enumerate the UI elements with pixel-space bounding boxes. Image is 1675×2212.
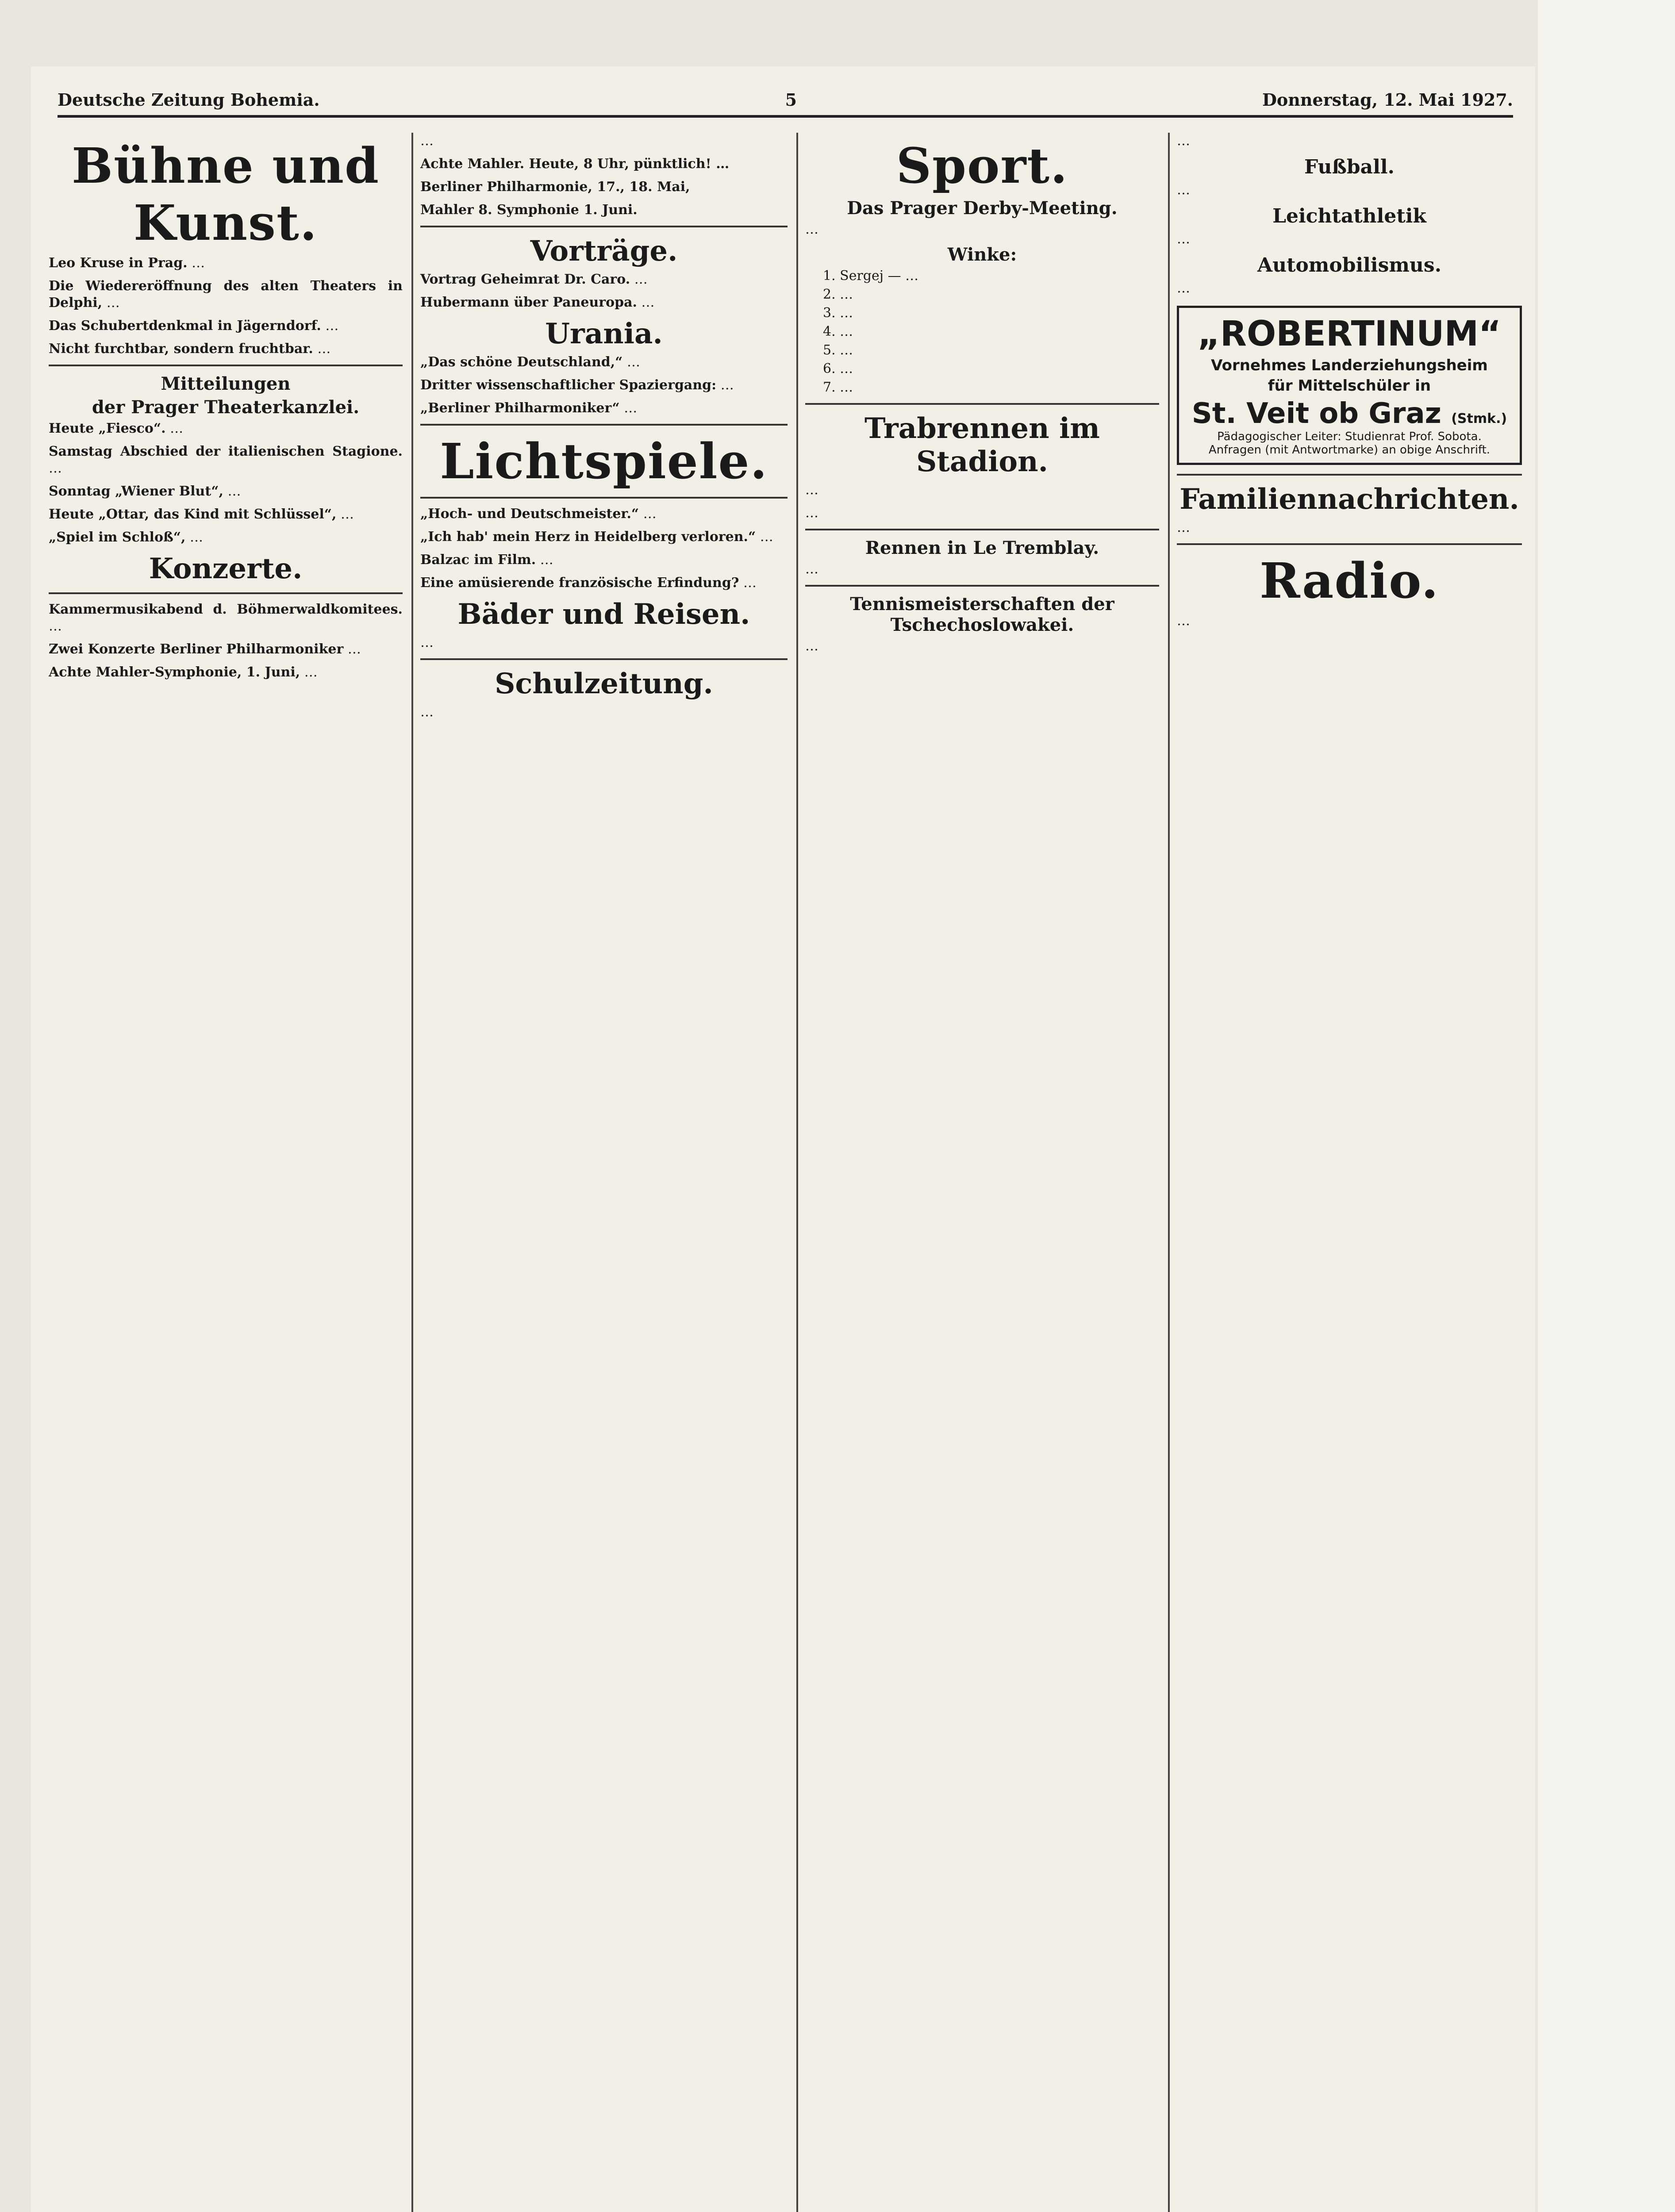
article-text: … <box>624 400 638 416</box>
article-text: … <box>49 461 62 476</box>
article-body: … <box>805 638 818 654</box>
article-paragraph <box>49 506 403 523</box>
masthead <box>58 84 1513 118</box>
article-text: … <box>227 484 241 499</box>
section-heading-leichtathletik: Leichtathletik <box>1272 205 1426 227</box>
article-text: … <box>760 529 773 545</box>
article-text: … <box>341 507 354 522</box>
ad-title: „ROBERTINUM“ <box>1197 314 1502 354</box>
section-heading-sport: Sport. <box>896 137 1068 194</box>
section-heading-buehne: Bühne und Kunst. <box>71 137 380 251</box>
article-body: … <box>1177 613 1190 629</box>
article-title: Achte Mahler-Symphonie, 1. Juni, <box>49 664 300 680</box>
article-body: … <box>805 505 818 521</box>
article-paragraph <box>420 271 788 288</box>
article-text: … <box>317 341 331 357</box>
article-title: Balzac im Film. <box>420 552 536 568</box>
article-paragraph <box>49 664 403 681</box>
article-paragraph <box>420 377 788 394</box>
article-body: … <box>420 704 434 720</box>
article-text: … <box>540 552 553 568</box>
article-text: … <box>720 377 734 393</box>
article-paragraph <box>420 506 788 522</box>
article-text: … <box>106 295 120 311</box>
continued-text: … <box>420 133 434 149</box>
article-title: „Hoch- und Deutschmeister.“ <box>420 506 639 522</box>
concert-listing: Berliner Philharmonie, 17., 18. Mai, <box>420 179 690 195</box>
issue-date: Donnerstag, 12. Mai 1927. <box>1262 89 1513 110</box>
section-heading-familiennachrichten: Familiennachrichten. <box>1179 483 1519 516</box>
article-title: „Spiel im Schloß“, <box>49 530 186 545</box>
article-body: … <box>805 561 818 577</box>
column-sport-continued <box>1177 133 1522 2212</box>
ad-region: (Stmk.) <box>1451 411 1507 426</box>
page-number: 5 <box>785 89 797 110</box>
article-paragraph <box>49 601 403 635</box>
article-title: „Das schöne Deutschland,“ <box>420 354 623 370</box>
article-body: … <box>805 482 818 498</box>
article-text: … <box>347 641 361 657</box>
article-text: … <box>643 506 657 522</box>
article-body: … <box>1177 133 1190 149</box>
article-text: … <box>325 318 339 334</box>
article-paragraph <box>49 255 403 272</box>
article-title: Zwei Konzerte Berliner Philharmoniker <box>49 641 344 657</box>
article-paragraph <box>49 278 407 311</box>
section-heading-schulzeitung: Schulzeitung. <box>495 667 713 700</box>
ad-leader: Pädagogischer Leiter: Studienrat Prof. Sobota. <box>1217 430 1482 443</box>
article-body: … <box>1177 520 1190 535</box>
section-heading-vortraege: Vorträge. <box>530 234 678 268</box>
article-text: … <box>641 295 655 310</box>
article-title: „Ich hab' mein Herz in Heidelberg verloren.“ <box>420 529 756 545</box>
paper-name: Deutsche Zeitung Bohemia. <box>58 89 320 110</box>
section-heading-trabrennen: Trabrennen im Stadion. <box>864 412 1100 478</box>
section-heading-fussball: Fußball. <box>1304 156 1395 178</box>
article-body: … <box>1177 182 1190 198</box>
article-text: … <box>626 354 640 370</box>
article-paragraph <box>420 529 788 545</box>
sub-heading-tennis: Tennismeisterschaften der Tschechoslowakei. <box>850 594 1114 635</box>
article-paragraph <box>420 354 788 371</box>
article-title: Nicht furchtbar, sondern fruchtbar. <box>49 341 313 357</box>
list-item: 1. Sergej — … <box>823 268 919 284</box>
article-title: Das Schubertdenkmal in Jägerndorf. <box>49 318 321 334</box>
article-paragraph <box>420 294 788 311</box>
concert-listing: Mahler 8. Symphonie 1. Juni. <box>420 202 638 218</box>
article-title: Samstag Abschied der italienischen Stagione. <box>49 444 403 459</box>
list-item: 4. … <box>823 324 853 339</box>
article-text: … <box>192 255 205 271</box>
article-title: Heute „Ottar, das Kind mit Schlüssel“, <box>49 507 337 522</box>
article-paragraph <box>49 483 403 500</box>
ad-city-name: St. Veit ob Graz <box>1191 397 1441 430</box>
article-paragraph <box>49 443 403 477</box>
article-title: Hubermann über Paneuropa. <box>420 295 637 310</box>
article-title: Kammermusikabend d. Böhmerwaldkomitees. <box>49 602 403 617</box>
ad-city <box>1185 397 1514 430</box>
article-title: Dritter wissenschaftlicher Spaziergang: <box>420 377 717 393</box>
scan-margin <box>1538 0 1675 2212</box>
list-item: 2. … <box>823 287 853 302</box>
article-body: … <box>420 635 434 650</box>
article-text: … <box>743 575 757 591</box>
article-paragraph <box>420 400 788 417</box>
article-title: Eine amüsierende französische Erfindung? <box>420 575 739 591</box>
sub-heading-tremblay: Rennen in Le Tremblay. <box>865 538 1099 558</box>
article-text: … <box>49 618 62 634</box>
article-body: … <box>805 222 818 237</box>
article-title: Die Wiedereröffnung des alten Theaters in Delphi, <box>49 278 407 311</box>
article-paragraph <box>420 552 788 568</box>
section-heading-konzerte: Konzerte. <box>149 552 303 585</box>
article-paragraph <box>49 641 403 658</box>
sub-heading-mitteilungen: Mitteilungen <box>161 373 291 394</box>
article-paragraph <box>49 318 403 334</box>
article-paragraph <box>49 420 403 437</box>
list-item: 3. … <box>823 305 853 321</box>
article-title: Vortrag Geheimrat Dr. Caro. <box>420 272 630 287</box>
article-paragraph <box>420 575 788 591</box>
section-heading-automobilismus: Automobilismus. <box>1257 254 1442 276</box>
article-body: … <box>1177 231 1190 247</box>
section-heading-radio: Radio. <box>1260 552 1439 609</box>
article-text: … <box>190 530 203 545</box>
article-title: „Berliner Philharmoniker“ <box>420 400 620 416</box>
article-title: Sonntag „Wiener Blut“, <box>49 484 223 499</box>
column-buehne-und-kunst <box>49 133 407 2212</box>
article-text: … <box>634 272 648 287</box>
article-body: … <box>1177 280 1190 296</box>
section-heading-urania: Urania. <box>545 317 663 350</box>
section-heading-lichtspiele: Lichtspiele. <box>440 433 768 490</box>
list-item: 5. … <box>823 342 853 358</box>
sub-heading-theaterkanzlei: der Prager Theaterkanzlei. <box>92 397 360 418</box>
article-paragraph <box>49 529 403 546</box>
list-item: 6. … <box>823 361 853 376</box>
sub-heading-derby: Das Prager Derby-Meeting. <box>847 198 1118 219</box>
column-sport <box>805 133 1159 2212</box>
list-item: 7. … <box>823 380 853 395</box>
article-title: Leo Kruse in Prag. <box>49 255 188 271</box>
ad-line: Vornehmes Landerziehungsheim <box>1211 357 1488 374</box>
column-vortraege-lichtspiele <box>420 133 788 2212</box>
section-heading-baeder: Bäder und Reisen. <box>457 598 750 631</box>
winke-heading: Winke: <box>947 244 1017 265</box>
article-text: … <box>304 664 318 680</box>
article-title: Heute „Fiesco“. <box>49 421 166 436</box>
article-paragraph <box>49 341 403 357</box>
ad-line: für Mittelschüler in <box>1268 377 1431 395</box>
newspaper-page <box>31 66 1535 2212</box>
ad-inquiries: Anfragen (mit Antwortmarke) an obige Anschrift. <box>1208 443 1491 457</box>
article-text: … <box>170 421 184 436</box>
robertinum-advertisement <box>1177 306 1522 465</box>
concert-listing: Achte Mahler. Heute, 8 Uhr, pünktlich! … <box>420 156 730 172</box>
